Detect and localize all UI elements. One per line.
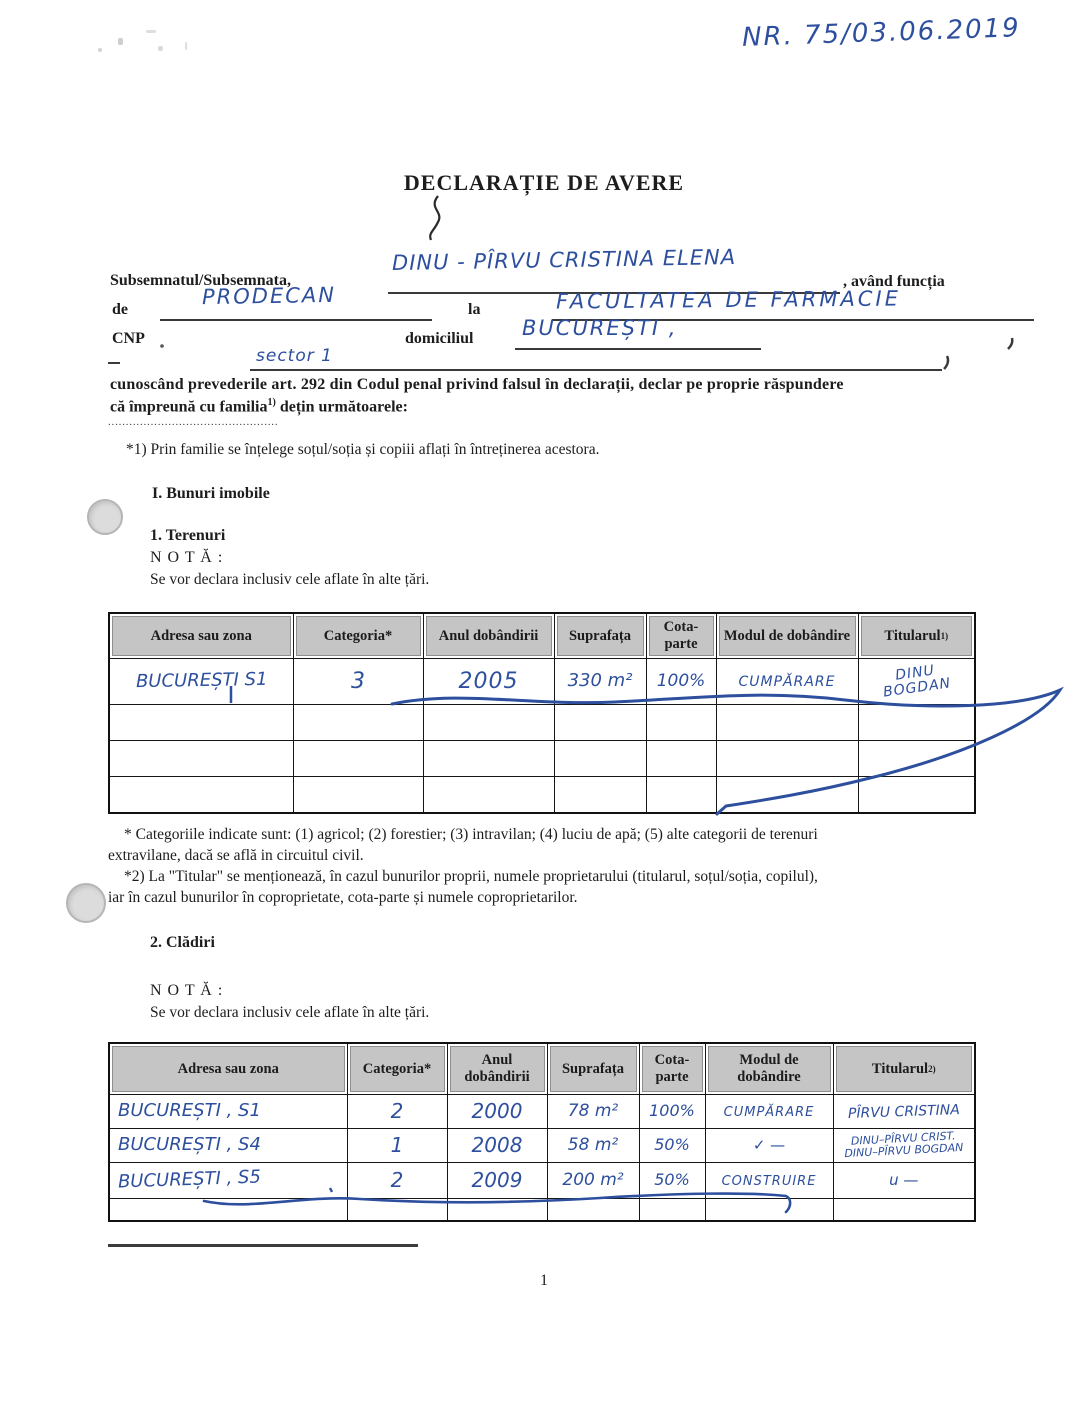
nota-label-1: N O T Ă : (150, 549, 224, 566)
footnote-separator-line (108, 1244, 418, 1247)
cell-suprafata: 330 m² (554, 659, 646, 705)
cell-modul: CONSTRUIRE (705, 1163, 833, 1199)
scan-speck (118, 38, 123, 45)
col-modul: Modul de dobândire (705, 1043, 833, 1095)
family-footnote: *1) Prin familie se înțelege soțul/soția și copiii aflați în întreținerea acestora. (126, 441, 600, 458)
dotted-line: ................................................ (108, 416, 279, 428)
nota-text-1: Se vor declara inclusiv cele aflate în alte țări. (150, 571, 430, 588)
footnote-titular-2: iar în cazul bunurilor în coproprietate, cota-parte și numele coproprietarilor. (108, 889, 578, 906)
col-adresa: Adresa sau zona (109, 613, 293, 659)
section-1-heading: I. Bunuri imobile (152, 485, 270, 502)
col-cota: Cota-parte (639, 1043, 705, 1095)
handwritten-ref-number: NR. 75/03.06.2019 (741, 13, 1022, 53)
hole-punch-mark (87, 499, 123, 535)
page-title: DECLARAȚIE DE AVERE (403, 170, 685, 195)
subsection-terenuri: 1. Terenuri (150, 527, 226, 544)
handwritten-institution: FACULTATEA DE FARMACIE (555, 286, 902, 314)
cladiri-header-row (109, 1043, 975, 1095)
terenuri-empty-row (109, 777, 975, 813)
label-la: la (468, 301, 481, 318)
cell-cota: 100% (646, 659, 716, 705)
underline (250, 369, 942, 371)
cell-categoria: 2 (347, 1163, 447, 1199)
label-de: de (112, 301, 128, 318)
nota-text-2: Se vor declara inclusiv cele aflate în alte țări. (150, 1004, 430, 1021)
cell-titular: DINU–PÎRVU CRIST. DINU–PÎRVU BOGDAN (833, 1129, 975, 1163)
col-titular: Titularul 2) (833, 1043, 975, 1095)
oath-line-2 (110, 397, 408, 416)
footnote-titular-1: *2) La "Titular" se menționează, în cazul bunurilor proprii, numele proprietarului (titularul, soțul/soția, copilul), (124, 868, 818, 885)
footnote-categories-2: extravilane, dacă se află in circuitul civil. (108, 847, 364, 864)
terenuri-table (108, 612, 976, 814)
handwritten-role: PRODECAN (201, 282, 337, 310)
cnp-dot-mark (160, 344, 164, 348)
terenuri-data-row (109, 659, 975, 705)
col-categoria: Categoria* (347, 1043, 447, 1095)
scan-speck (146, 30, 156, 33)
stray-apostrophe-mark (1008, 338, 1012, 349)
cell-suprafata: 78 m² (547, 1095, 639, 1129)
cell-cota: 100% (639, 1095, 705, 1129)
cladiri-data-row (109, 1129, 975, 1163)
title-curl-mark (430, 196, 439, 240)
cladiri-empty-row (109, 1199, 975, 1221)
cell-suprafata: 200 m² (547, 1163, 639, 1199)
stray-comma-mark (944, 356, 948, 369)
col-titular: Titularul 1) (858, 613, 975, 659)
cell-anul: 2005 (423, 659, 554, 705)
terenuri-header-row (109, 613, 975, 659)
nota-label-2: N O T Ă : (150, 982, 224, 999)
cell-adresa: BUCUREȘTI , S1 (109, 1095, 347, 1129)
col-modul: Modul de dobândire (716, 613, 858, 659)
underline (515, 348, 761, 350)
cladiri-data-row (109, 1095, 975, 1129)
underline (160, 319, 432, 321)
oath-line-2-text: că împreună cu familia (110, 398, 268, 416)
label-domiciliul: domiciliul (405, 330, 474, 347)
cell-anul: 2008 (447, 1129, 547, 1163)
cell-cota: 50% (639, 1129, 705, 1163)
cladiri-table (108, 1042, 976, 1222)
terenuri-empty-row (109, 741, 975, 777)
scan-speck (158, 46, 163, 51)
scan-speck (185, 42, 187, 50)
cell-titular: DINU BOGDAN (858, 659, 975, 705)
oath-line-1: cunoscând prevederile art. 292 din Codul penal privind falsul în declarații, declar pe proprie răspundere (110, 376, 844, 393)
handwritten-sector: sector 1 (256, 346, 333, 366)
col-suprafata: Suprafața (554, 613, 646, 659)
col-suprafata: Suprafața (547, 1043, 639, 1095)
label-avand-functia: , având funcția (843, 273, 945, 290)
col-cota: Cota-parte (646, 613, 716, 659)
label-cnp: CNP (112, 330, 145, 347)
handwritten-domicile: BUCUREȘTI , (522, 316, 678, 340)
cell-categoria: 3 (293, 659, 423, 705)
oath-line-2-tail: dețin următoarele: (275, 398, 408, 416)
scan-speck (98, 48, 102, 52)
cell-adresa: BUCUREȘTI S1 (109, 659, 293, 705)
cell-modul: CUMPĂRARE (705, 1095, 833, 1129)
cell-anul: 2009 (447, 1163, 547, 1199)
cell-categoria: 2 (347, 1095, 447, 1129)
page-number: 1 (540, 1272, 548, 1289)
terenuri-empty-row (109, 705, 975, 741)
col-categoria: Categoria* (293, 613, 423, 659)
cell-anul: 2000 (447, 1095, 547, 1129)
hole-punch-mark (66, 883, 106, 923)
cell-titular-ditto: u — (833, 1163, 975, 1199)
cell-adresa: BUCUREȘTI , S4 (109, 1129, 347, 1163)
cell-modul: CUMPĂRARE (716, 659, 858, 705)
footnote-categories-1: * Categoriile indicate sunt: (1) agricol; (2) forestier; (3) intravilan; (4) luciu de apă; (5) alte categorii de terenuri (124, 826, 818, 843)
col-adresa: Adresa sau zona (109, 1043, 347, 1095)
cell-cota: 50% (639, 1163, 705, 1199)
label-subsemnatul: Subsemnatul/Subsemnata, (110, 272, 291, 289)
handwritten-name: DINU - PÎRVU CRISTINA ELENA (391, 244, 737, 276)
cell-suprafata: 58 m² (547, 1129, 639, 1163)
cell-adresa: BUCUREȘTI , S5 (109, 1163, 347, 1199)
cell-categoria: 1 (347, 1129, 447, 1163)
footnote-ref-sup: 1) (267, 397, 276, 408)
cell-titular: PÎRVU CRISTINA (833, 1095, 975, 1129)
col-anul: Anul dobândirii (423, 613, 554, 659)
cladiri-data-row (109, 1163, 975, 1199)
subsection-cladiri: 2. Clădiri (150, 934, 215, 951)
dash-mark (108, 362, 120, 364)
col-anul: Anul dobândirii (447, 1043, 547, 1095)
cell-modul-ditto: ✓ — (705, 1129, 833, 1163)
